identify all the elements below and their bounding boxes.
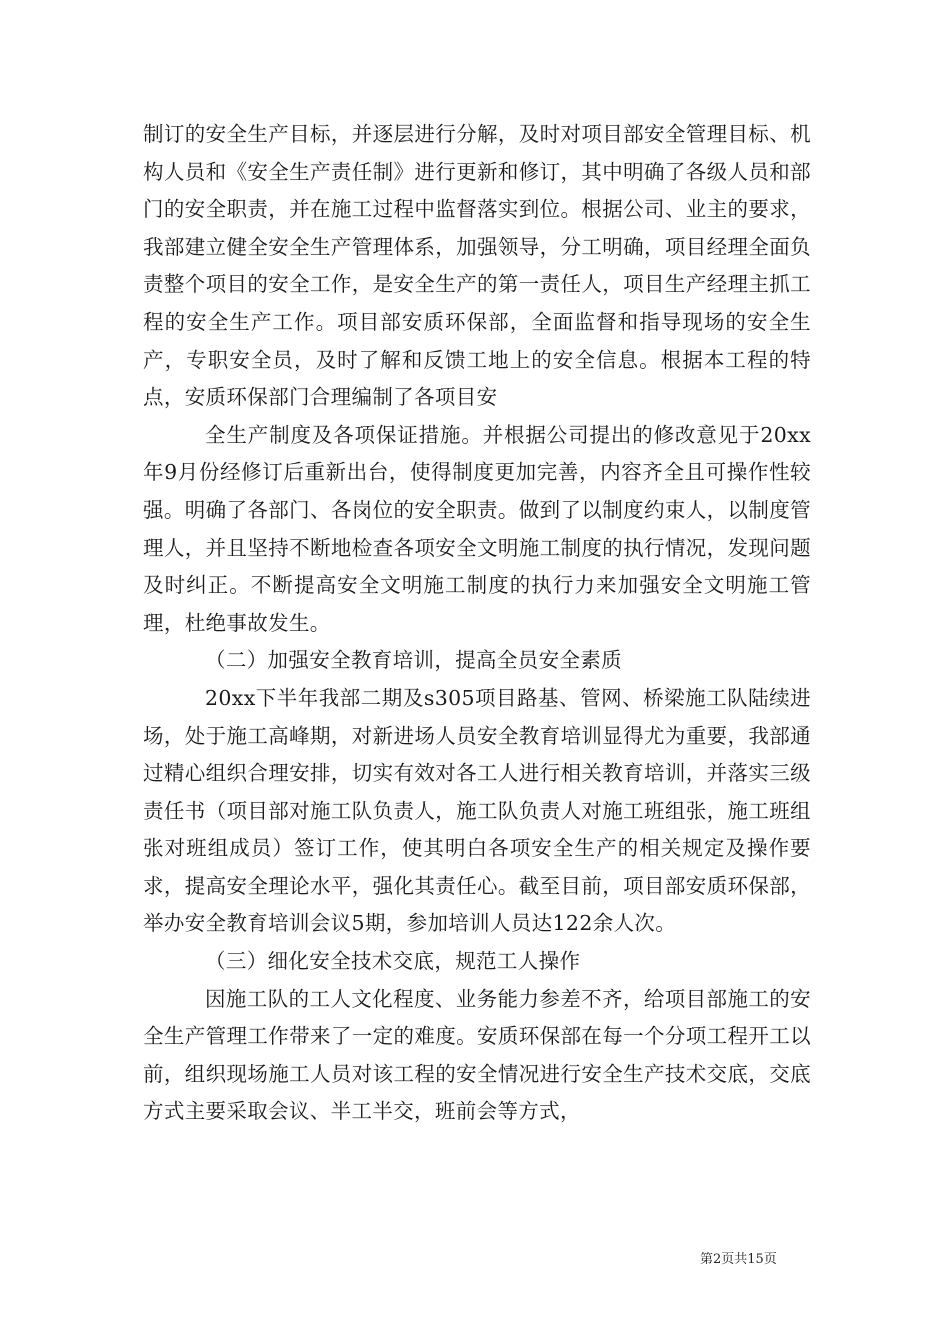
section-heading-training: （二）加强安全教育培训，提高全员安全素质 bbox=[205, 648, 622, 673]
document-body bbox=[143, 116, 811, 1131]
page-number-footer: 第2页共15页 bbox=[700, 1252, 777, 1267]
paragraph-safety-rules: 全生产制度及各项保证措施。并根据公司提出的修改意见于20xx年9月份经修订后重新出台，使得制度更加完善，内容齐全且可操作性较强。明确了各部门、各岗位的安全职责。做到了以制度约束人，以制度管理人，并且坚持不断地检查各项安全文明施工制度的执行情况，发现问题及时纠正。不断提高安全文明施工制度的执行力来加强安全文明施工管理，杜绝事故发生。 bbox=[143, 422, 811, 635]
paragraph-training: 20xx下半年我部二期及s305项目路基、管网、桥梁施工队陆续进场，处于施工高峰期，对新进场人员安全教育培训显得尤为重要，我部通过精心组织合理安排，切实有效对各工人进行相关教育培训，并落实三级责任书（项目部对施工队负责人，施工队负责人对施工班组张，施工班组张对班组成员）签订工作，使其明白各项安全生产的相关规定及操作要求，提高安全理论水平，强化其责任心。截至目前，项目部安质环保部，举办安全教育培训会议5期，参加培训人员达122余人次。 bbox=[143, 685, 811, 936]
paragraph-responsibility: 制订的安全生产目标，并逐层进行分解，及时对项目部安全管理目标、机构人员和《安全生产责任制》进行更新和修订，其中明确了各级人员和部门的安全职责，并在施工过程中监督落实到位。根据公司、业主的要求，我部建立健全安全生产管理体系，加强领导，分工明确，项目经理全面负责整个项目的安全工作，是安全生产的第一责任人，项目生产经理主抓工程的安全生产工作。项目部安质环保部，全面监督和指导现场的安全生产，专职安全员，及时了解和反馈工地上的安全信息。根据本工程的特点，安质环保部门合理编制了各项目安 bbox=[143, 122, 811, 410]
paragraph-disclosure: 因施工队的工人文化程度、业务能力参差不齐，给项目部施工的安全生产管理工作带来了一定的难度。安质环保部在每一个分项工程开工以前，组织现场施工人员对该工程的安全情况进行安全生产技术交底，交底方式主要采取会议、半工半交，班前会等方式， bbox=[143, 986, 811, 1124]
section-heading-disclosure: （三）细化安全技术交底，规范工人操作 bbox=[205, 949, 581, 974]
